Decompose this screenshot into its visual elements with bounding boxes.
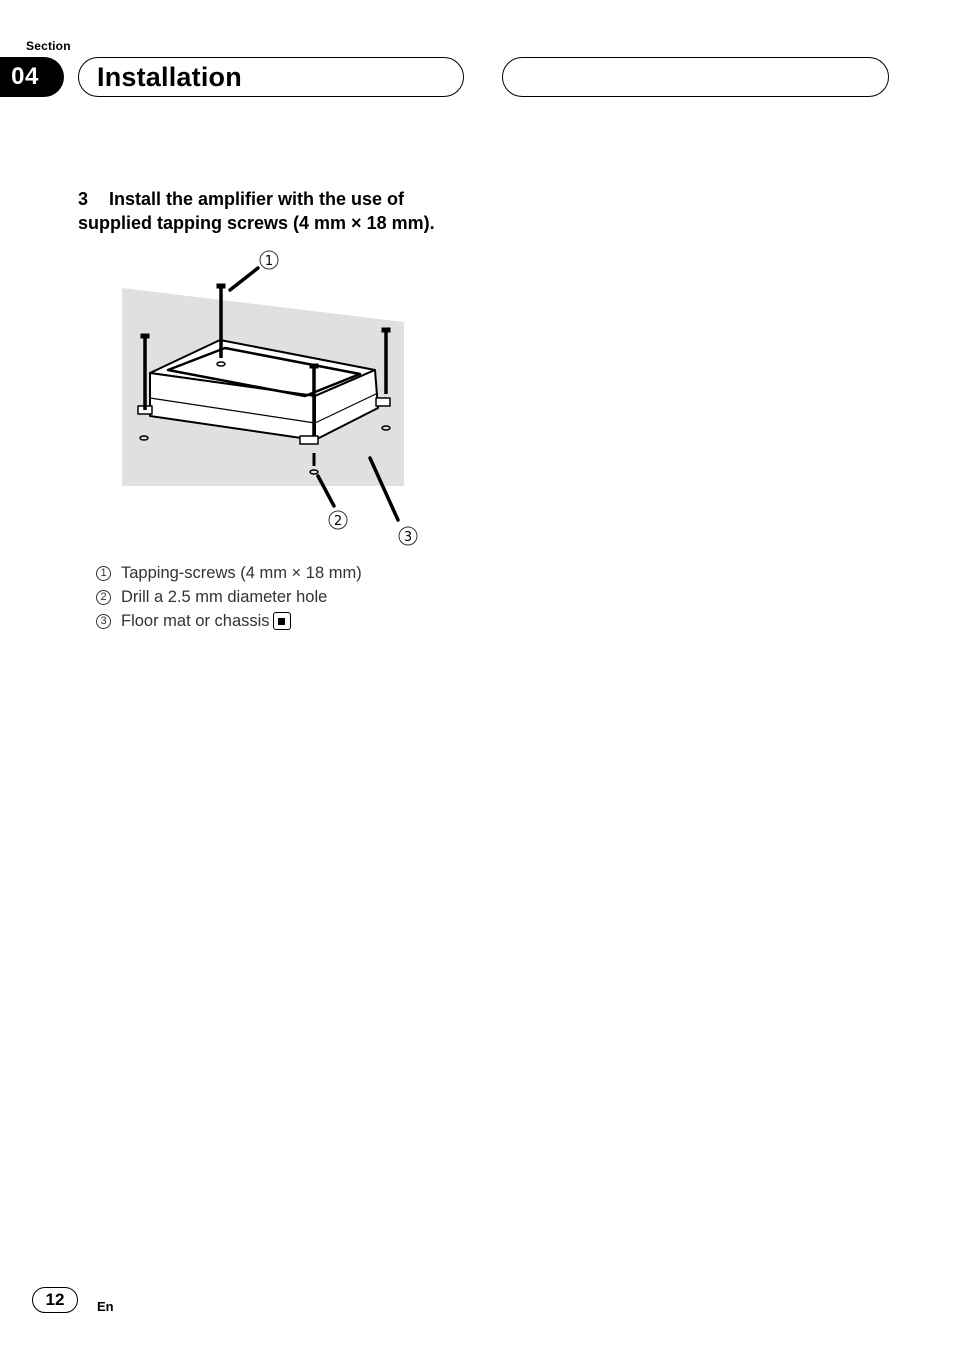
legend-marker: 2 xyxy=(96,590,111,605)
section-number-tab: 04 xyxy=(0,57,64,97)
callout-label: 3 xyxy=(403,530,413,545)
header-right-box xyxy=(502,57,889,97)
legend-text: Floor mat or chassis xyxy=(121,612,270,630)
legend-marker: 1 xyxy=(96,566,111,581)
section-label: Section xyxy=(26,39,71,53)
amplifier-illustration xyxy=(120,248,420,548)
step-instruction xyxy=(78,187,478,235)
legend-text: Drill a 2.5 mm diameter hole xyxy=(121,588,328,606)
page-title: Installation xyxy=(97,61,242,92)
legend-text: Tapping-screws (4 mm × 18 mm) xyxy=(121,564,362,582)
callout-label: 2 xyxy=(333,514,343,529)
legend-marker: 3 xyxy=(96,614,111,629)
step-number: 3 xyxy=(78,189,89,209)
language-code: En xyxy=(97,1299,114,1314)
step-text: Install the amplifier with the use of supplied tapping screws (4 mm × 18 mm). xyxy=(78,189,435,233)
legend-item xyxy=(96,609,362,633)
figure-legend xyxy=(96,561,362,633)
end-of-section-icon xyxy=(273,612,291,630)
callout-label: 1 xyxy=(264,254,274,269)
page-number: 12 xyxy=(32,1287,78,1313)
installation-figure xyxy=(120,248,420,553)
legend-item xyxy=(96,561,362,585)
legend-item xyxy=(96,585,362,609)
section-title-box xyxy=(78,57,464,97)
